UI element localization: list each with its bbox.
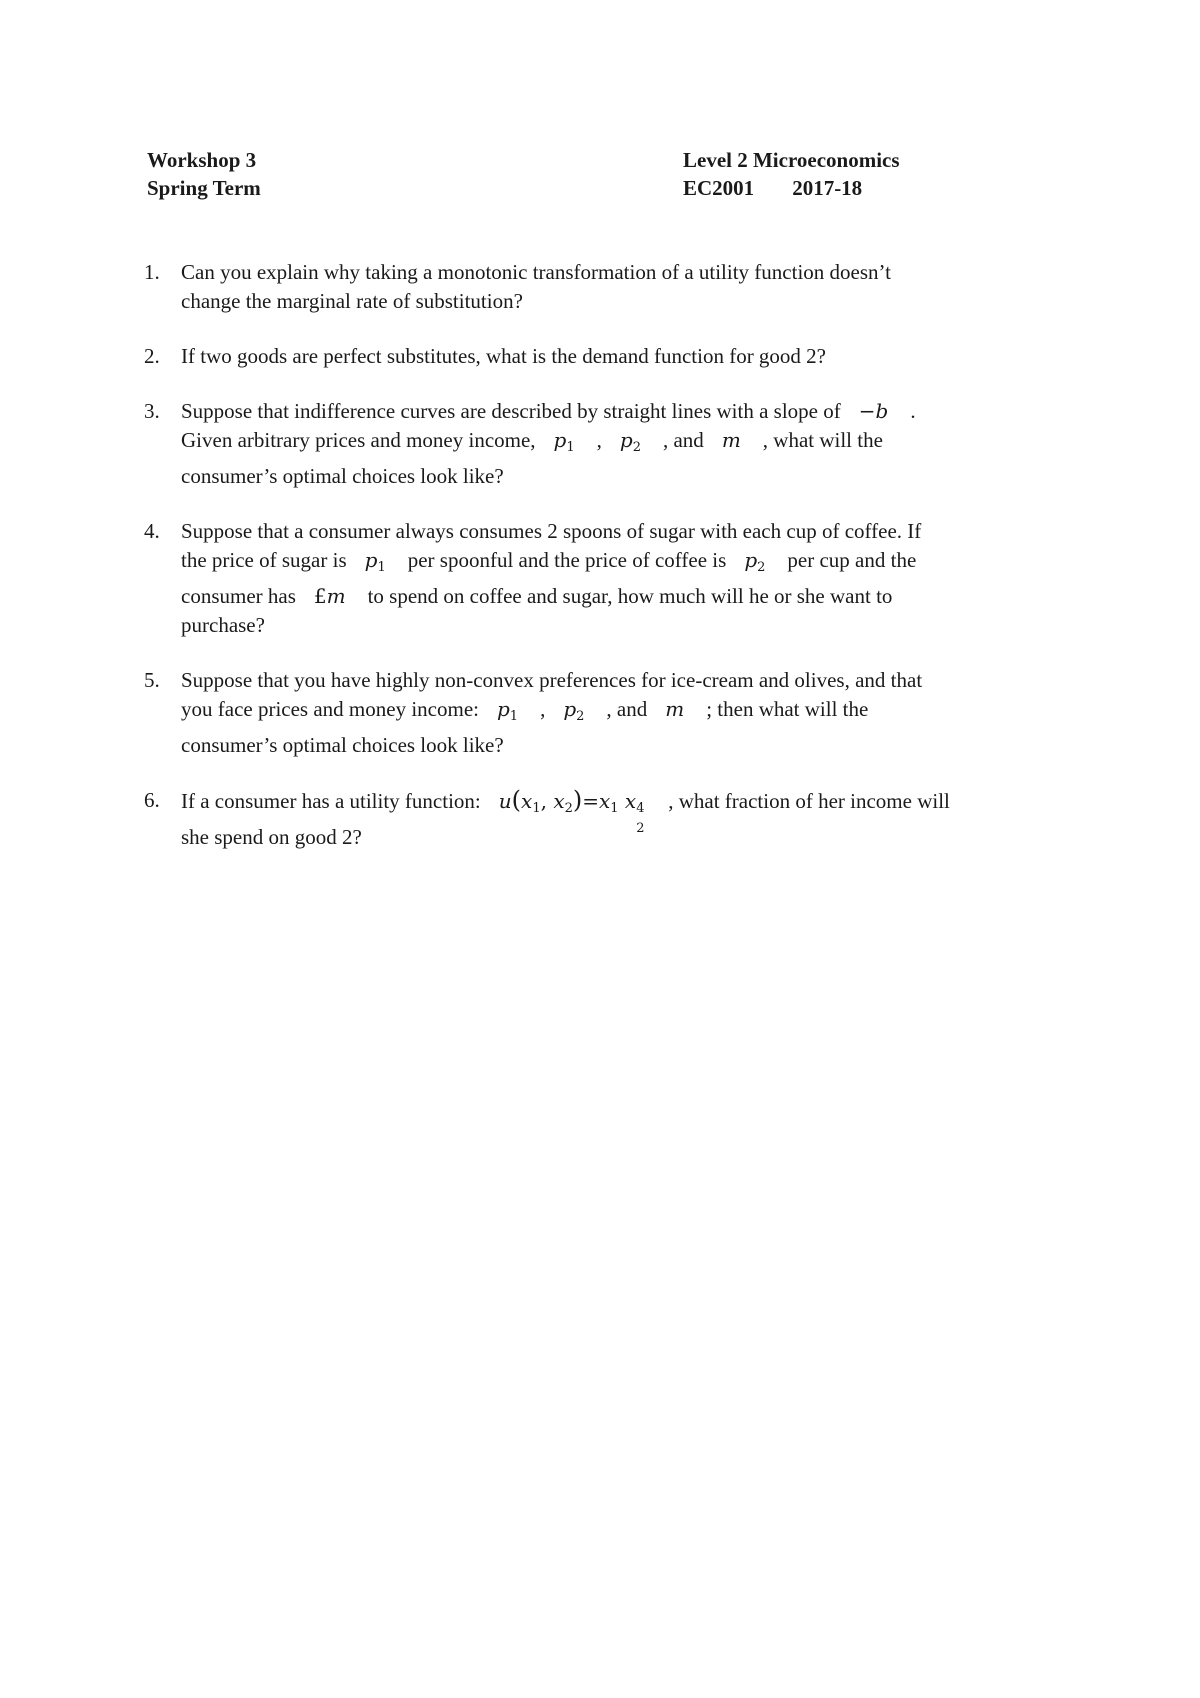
math-p2: $p_2$ bbox=[744, 548, 766, 575]
header-row-1 bbox=[147, 146, 1047, 174]
question-number: 3. bbox=[144, 399, 160, 423]
question-5-part-1: Suppose that you have highly non-convex preferences for ice-cream and olives, and that bbox=[181, 668, 923, 692]
math-p2: $p_2$ bbox=[619, 428, 641, 455]
document-header bbox=[147, 146, 1047, 202]
question-5: 5. Suppose that you have highly non-convex preferences for ice-cream and olives, and that you face prices and money income: $p_1$ , $p_2$ , and m ; then what will the consumer’s optimal choices look like? bbox=[144, 668, 923, 757]
question-4-part-4: per cup and the bbox=[787, 548, 917, 572]
question-4-part-3: per spoonful and the price of coffee is bbox=[407, 548, 727, 572]
term-label: Spring Term bbox=[147, 176, 261, 200]
question-3-part-3: , and bbox=[662, 428, 704, 452]
math-p2: $p_2$ bbox=[563, 697, 585, 724]
course-title: Level 2 Microeconomics bbox=[683, 148, 900, 172]
course-code-year bbox=[683, 174, 862, 202]
academic-year: 2017-18 bbox=[792, 176, 863, 200]
math-p1: $p_1$ bbox=[553, 428, 575, 455]
question-4 bbox=[144, 517, 1064, 640]
question-number: 2. bbox=[144, 344, 160, 368]
question-2 bbox=[144, 342, 1064, 371]
header-row-2 bbox=[147, 174, 1047, 202]
question-5-part-5: consumer’s optimal choices look like? bbox=[181, 733, 504, 757]
question-number: 5. bbox=[144, 668, 160, 692]
course-code: EC2001 bbox=[683, 176, 755, 200]
workshop-title: Workshop 3 bbox=[147, 148, 257, 172]
question-3-part-4: , what will the bbox=[762, 428, 883, 452]
question-1-line-2: change the marginal rate of substitution? bbox=[181, 289, 523, 313]
question-5-part-4: ; then what will the bbox=[706, 697, 869, 721]
math-minus-b: −b bbox=[858, 399, 889, 423]
question-2-text: If two goods are perfect substitutes, what is the demand function for good 2? bbox=[181, 344, 827, 368]
question-6-part-2: , what fraction of her income will bbox=[668, 789, 950, 813]
question-3-part-5: consumer’s optimal choices look like? bbox=[181, 464, 504, 488]
math-m: m bbox=[721, 428, 741, 452]
question-1-line-1: Can you explain why taking a monotonic transformation of a utility function doesn’t bbox=[181, 260, 891, 284]
question-6-part-3: she spend on good 2? bbox=[181, 825, 362, 849]
math-p1: $p_1$ bbox=[364, 548, 386, 575]
question-3: 3. Suppose that indifference curves are described by straight lines with a slope of −b . Given arbitrary prices and money income, $p_1$ , $p_2$ , and m , what will the consumer’s optimal choices look like? bbox=[144, 399, 916, 488]
question-6 bbox=[144, 786, 1064, 852]
question-number: 4. bbox=[144, 519, 160, 543]
question-1 bbox=[144, 258, 1064, 316]
math-m: m bbox=[665, 697, 685, 721]
question-5-part-2: you face prices and money income: bbox=[181, 697, 479, 721]
question-4-part-6: to spend on coffee and sugar, how much will he or she want to bbox=[367, 584, 893, 608]
math-utility-function: $u(x_1$, $x_2)=x_1$ x 4 2 bbox=[498, 786, 645, 836]
question-4-part-1: Suppose that a consumer always consumes 2 spoons of sugar with each cup of coffee. If bbox=[181, 519, 922, 543]
question-number: 6. bbox=[144, 788, 160, 812]
question-4-part-7: purchase? bbox=[181, 613, 265, 637]
question-5-part-3: , and bbox=[606, 697, 648, 721]
question-4-part-2: the price of sugar is bbox=[181, 548, 347, 572]
math-p1: $p_1$ bbox=[496, 697, 519, 724]
question-3-part-2: Given arbitrary prices and money income, bbox=[181, 428, 536, 452]
math-pound-m: £m bbox=[313, 584, 346, 608]
question-6-part-1: If a consumer has a utility function: bbox=[181, 789, 481, 813]
question-4-part-5: consumer has bbox=[181, 584, 296, 608]
question-list bbox=[144, 258, 1064, 878]
question-number: 1. bbox=[144, 260, 160, 284]
question-3-part-1: Suppose that indifference curves are described by straight lines with a slope of bbox=[181, 399, 841, 423]
